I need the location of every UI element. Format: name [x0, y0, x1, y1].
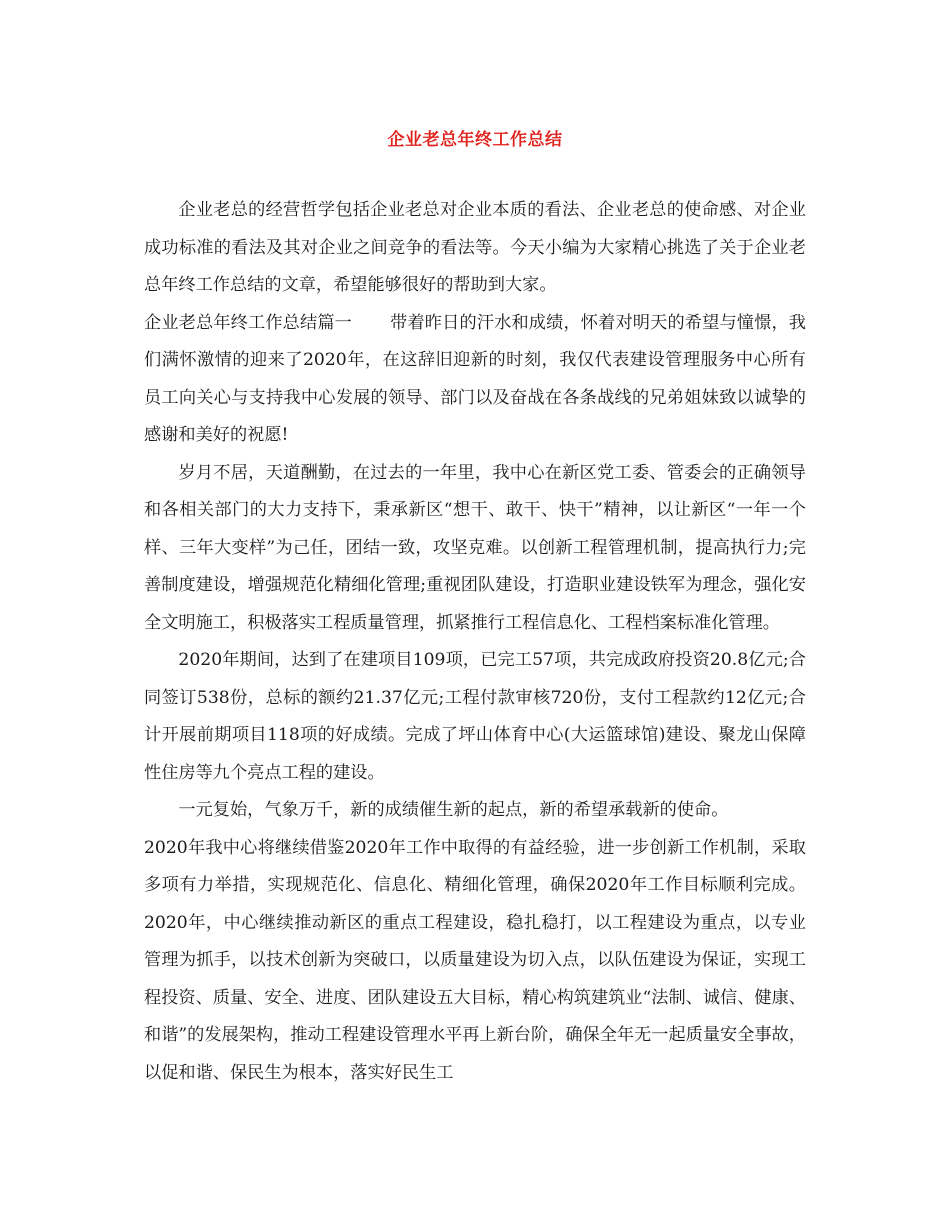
body-paragraph-statistics: 2020年期间，达到了在建项目109项，已完工57项，共完成政府投资20.8亿元;合同签订538份，总标的额约21.37亿元;工程付款审核720份，支付工程款约12亿元;合计开展前期项目118项的好成绩。完成了坪山体育中心(大运篮球馆)建设、聚龙山保障性住房等九个亮点工程的建设。	[144, 650, 806, 783]
section-one-paragraph	[144, 305, 806, 455]
body-paragraph-plan: 2020年我中心将继续借鉴2020年工作中取得的有益经验，进一步创新工作机制，采取多项有力举措，实现规范化、信息化、精细化管理，确保2020年工作目标顺利完成。2020年，中心继续推动新区的重点工程建设，稳扎稳打，以工程建设为重点，以专业管理为抓手，以技术创新为突破口，以质量建设为切入点，以队伍建设为保证，实现工程投资、质量、安全、进度、团队建设五大目标，精心构筑建筑业“法制、诚信、健康、和谐”的发展架构，推动工程建设管理水平再上新台阶，确保全年无一起质量安全事故，以促和谐、保民生为根本，落实好民生工	[144, 837, 806, 1083]
section-one-text: 带着昨日的汗水和成绩，怀着对明天的希望与憧憬，我们满怀激情的迎来了2020年，在这辞旧迎新的时刻，我仅代表建设管理服务中心所有员工向关心与支持我中心发展的领导、部门以及奋战在各条战线的兄弟姐妹致以诚挚的感谢和美好的祝愿!	[144, 312, 806, 445]
section-heading: 企业老总年终工作总结篇一	[144, 312, 352, 333]
intro-paragraph: 企业老总的经营哲学包括企业老总对企业本质的看法、企业老总的使命感、对企业成功标准的看法及其对企业之间竞争的看法等。今天小编为大家精心挑选了关于企业老总年终工作总结的文章，希望能够很好的帮助到大家。	[144, 200, 806, 295]
body-paragraph-outlook: 一元复始，气象万千，新的成绩催生新的起点，新的希望承载新的使命。	[178, 800, 729, 820]
body-paragraph-achievements: 岁月不居，天道酬勤，在过去的一年里，我中心在新区党工委、管委会的正确领导和各相关部门的大力支持下，秉承新区“想干、敢干、快干”精神，以让新区“一年一个样、三年大变样”为己任，团结一致，攻坚克难。以创新工程管理机制，提高执行力;完善制度建设，增强规范化精细化管理;重视团队建设，打造职业建设铁军为理念，强化安全文明施工，积极落实工程质量管理，抓紧推行工程信息化、工程档案标准化管理。	[144, 462, 806, 633]
document-body	[144, 192, 806, 1092]
document-title: 企业老总年终工作总结	[387, 130, 563, 150]
